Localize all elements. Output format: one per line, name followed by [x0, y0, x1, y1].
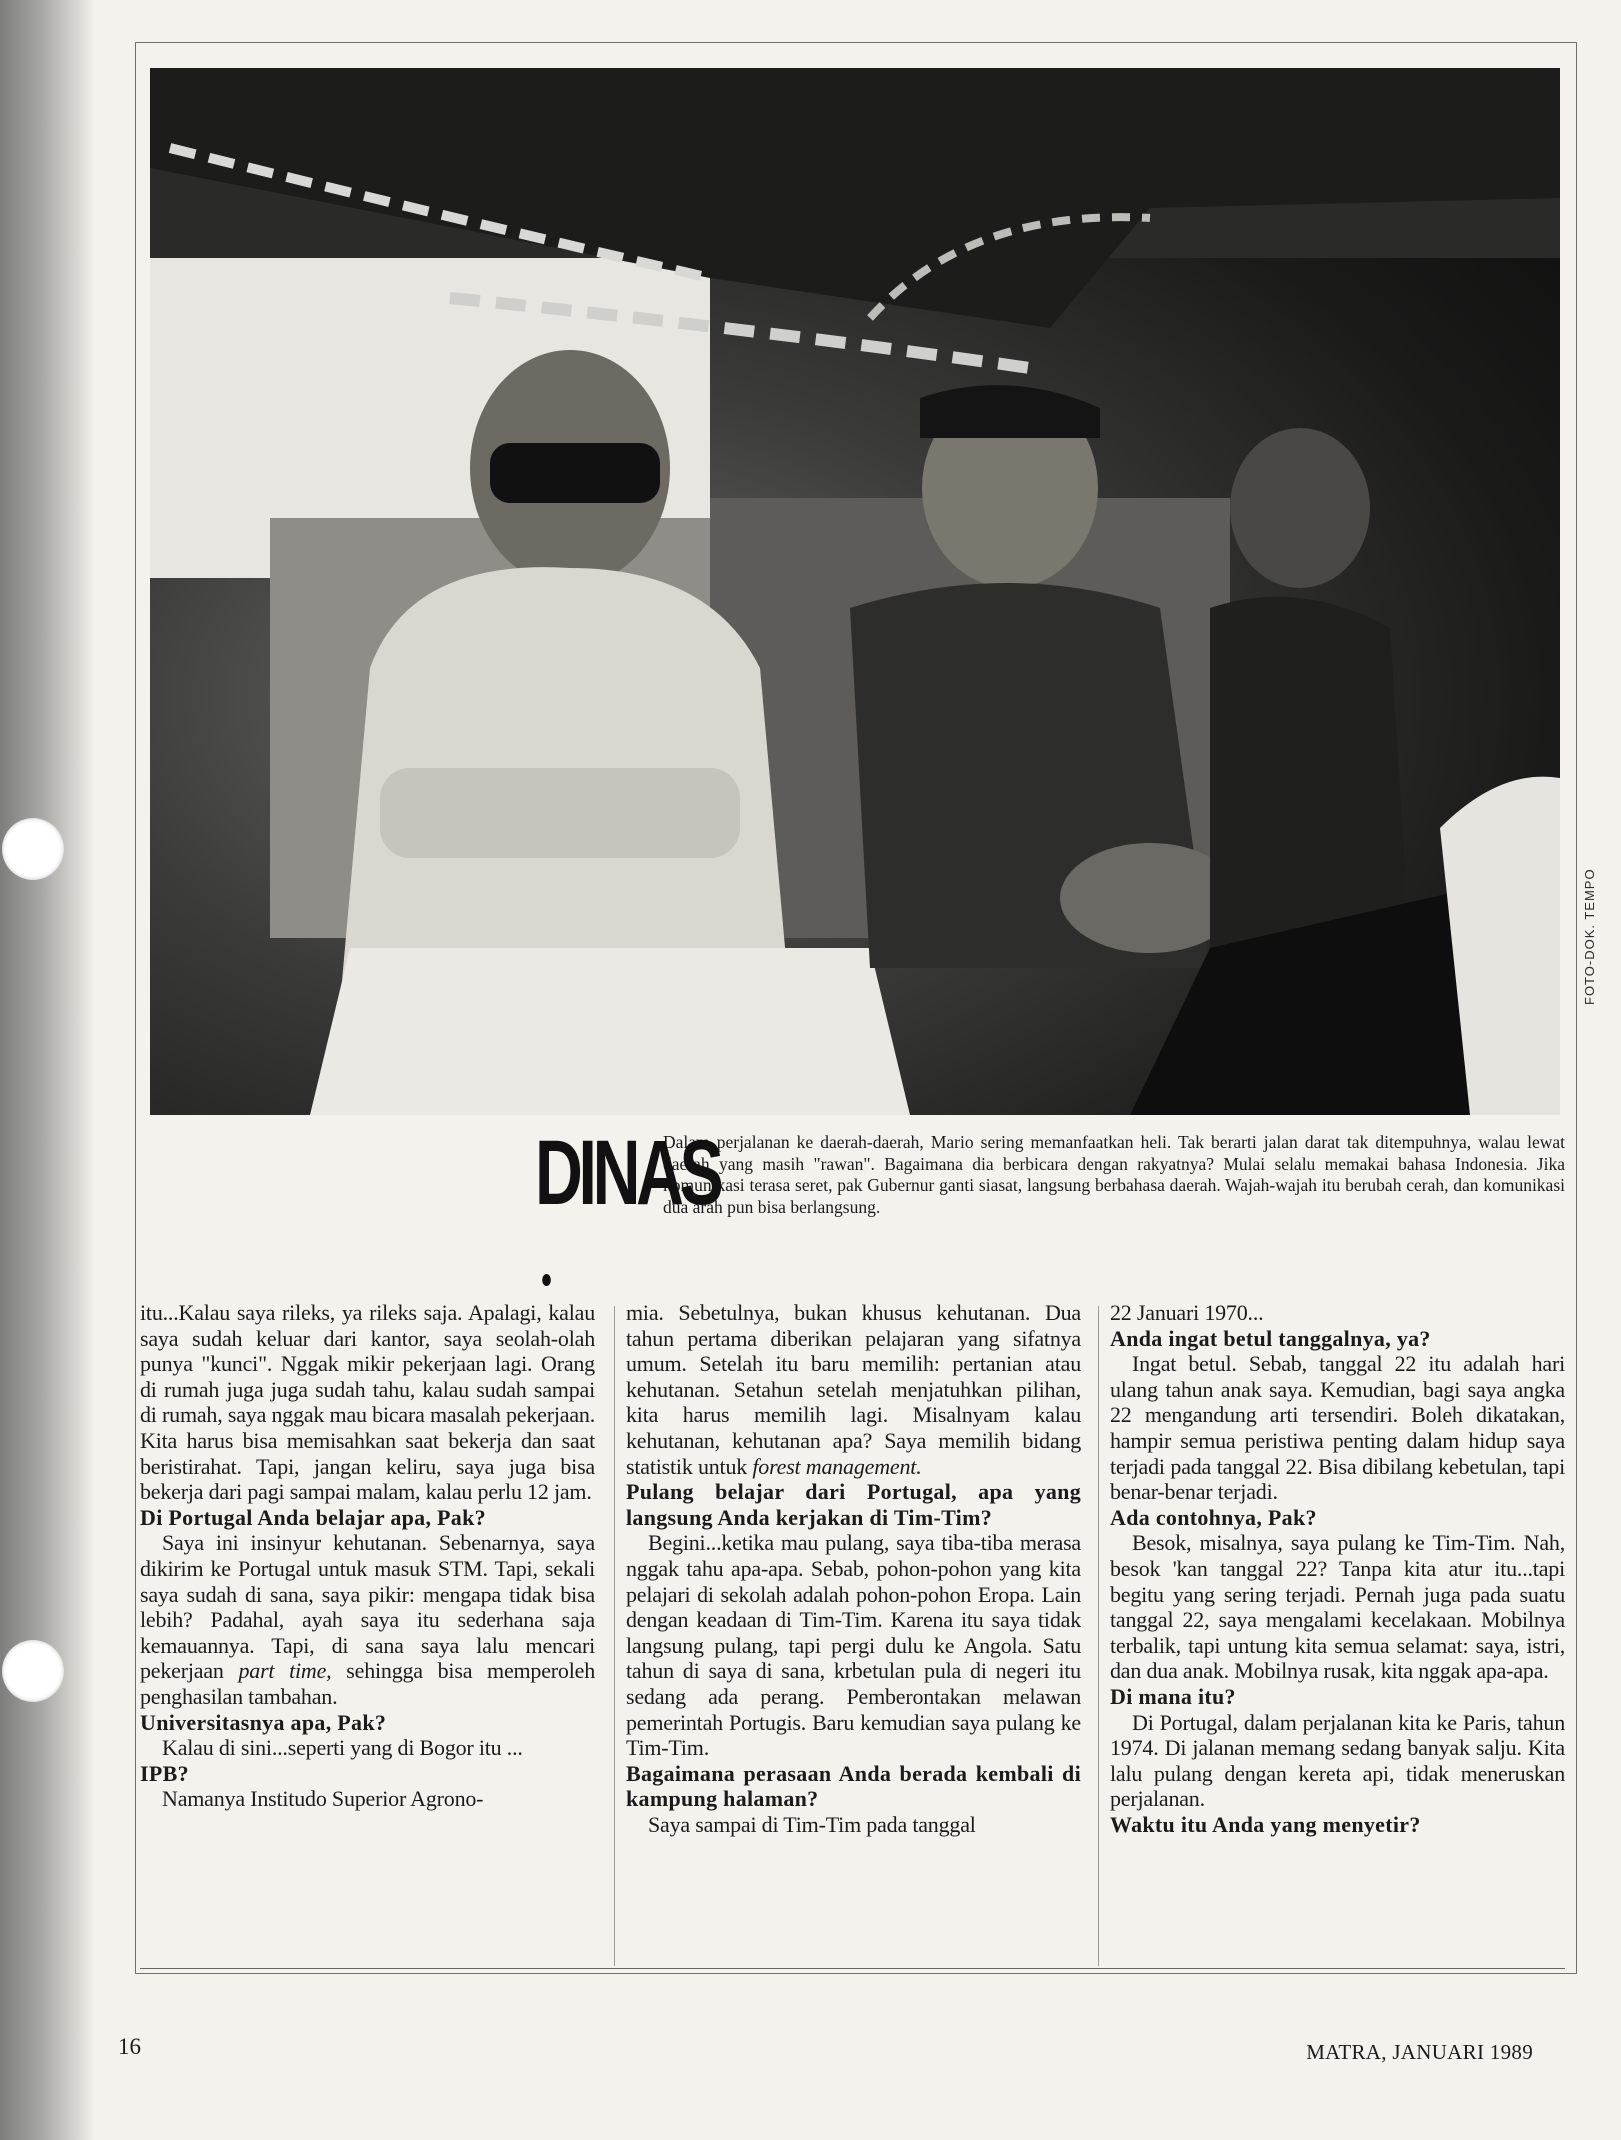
interview-question: Anda ingat betul tanggalnya, ya?: [1110, 1325, 1431, 1351]
paragraph: Saya ini insinyur kehutanan. Sebenarnya, saya dikirim ke Portugal untuk masuk STM. Tapi, sekali saya sudah di sana, saya pikir: mengapa tidak bisa lebih? Padahal, ayah saya itu sederhana saja kemauannya. Tapi, di sana saya lalu mencari pekerjaan part time, sehingga bisa memperoleh penghasilan tambahan.: [140, 1530, 595, 1709]
interview-question: Universitasnya apa, Pak?: [140, 1709, 387, 1735]
interview-question: Di Portugal Anda belajar apa, Pak?: [140, 1504, 486, 1530]
paragraph: Ingat betul. Sebab, tanggal 22 itu adalah hari ulang tahun anak saya. Kemudian, bagi saya angka 22 mengandung arti tersendiri. Boleh dikatakan, hampir semua peristiwa penting dalam hidup saya terjadi pada tanggal 22. Bisa dibilang kebetulan, tapi benar-benar terjadi.: [1110, 1351, 1565, 1505]
paragraph: Kalau di sini...seperti yang di Bogor itu ...: [162, 1735, 523, 1761]
page-number: 16: [118, 2034, 141, 2059]
paragraph: 22 Januari 1970...: [1110, 1300, 1264, 1325]
interview-question: Ada contohnya, Pak?: [1110, 1504, 1317, 1530]
article-column-2: [626, 1300, 1081, 1970]
bottom-rule: [140, 1968, 1565, 1969]
paragraph: Begini...ketika mau pulang, saya tiba-tiba merasa nggak tahu apa-apa. Sebab, pohon-pohon yang kita pelajari di sekolah adalah pohon-pohon Eropa. Lain dengan keadaan di Tim-Tim. Karena itu saya tidak langsung pulang, tapi pergi dulu ke Angola. Satu tahun di saya di sana, krbetulan pula di negeri itu sedang ada perang. Pemberontakan melawan pemerintah Portugis. Baru kemudian saya pulang ke Tim-Tim.: [626, 1530, 1081, 1761]
interview-question: Waktu itu Anda yang menyetir?: [1110, 1811, 1421, 1837]
caption-heading: DINAS: [535, 1122, 720, 1224]
photograph-helicopter-interior-icon: [150, 68, 1560, 1115]
paragraph: Besok, misalnya, saya pulang ke Tim-Tim. Nah, besok 'kan tanggal 22? Tanpa kita atur itu...tapi begitu yang sering terjadi. Pernah juga pada suatu tanggal 22, saya mengalami kecelakaan. Mobilnya terbalik, tapi untung kita semua selamat: saya, istri, dan dua anak. Mobilnya rusak, kita nggak apa-apa.: [1110, 1530, 1565, 1684]
scan-binder-strip: [0, 0, 95, 2140]
interview-question: Pulang belajar dari Portugal, apa yang langsung Anda kerjakan di Tim-Tim?: [626, 1479, 1081, 1530]
photograph: [150, 68, 1560, 1115]
paragraph: Saya sampai di Tim-Tim pada tanggal: [648, 1811, 976, 1837]
article-column-1: [140, 1300, 595, 1970]
paragraph: Namanya Institudo Superior Agrono-: [162, 1786, 484, 1812]
paragraph: itu...Kalau saya rileks, ya rileks saja. Apalagi, kalau saya sudah keluar dari kantor, saya seolah-olah punya "kunci". Nggak mikir pekerjaan lagi. Orang di rumah juga juga sudah tahu, kalau sudah sampai di rumah, saya nggak mau bicara masalah pekerjaan. Kita harus bisa memisahkan saat bekerja dan saat beristirahat. Tapi, jangan keliru, saya juga bisa bekerja dari pagi sampai malam, kalau perlu 12 jam.: [140, 1300, 595, 1505]
paragraph: Di Portugal, dalam perjalanan kita ke Paris, tahun 1974. Di jalanan memang sedang banyak salju. Kita lalu pulang dengan kereta api, tidak meneruskan perjalanan.: [1110, 1709, 1565, 1812]
article-body: [140, 1300, 1565, 1970]
binder-hole: [2, 818, 64, 880]
binder-hole: [2, 1640, 64, 1702]
interview-question: Bagaimana perasaan Anda berada kembali di kampung halaman?: [626, 1760, 1081, 1812]
interview-question: Di mana itu?: [1110, 1683, 1236, 1709]
photo-credit: FOTO-DOK. TEMPO: [1582, 868, 1597, 1005]
magazine-issue-footer: MATRA, JANUARI 1989: [1306, 2040, 1533, 2064]
paragraph: mia. Sebetulnya, bukan khusus kehutanan. Dua tahun pertama diberikan pelajaran yang sifatnya umum. Setelah itu baru memilih: pertanian atau kehutanan. Setahun setelah menjatuhkan pilihan, kita harus memilih lagi. Misalnyam kalau kehutanan, kehutanan apa? Saya memilih bidang statistik untuk forest management.: [626, 1300, 1081, 1479]
photo-caption: [535, 1122, 1565, 1262]
caption-text: Dalam perjalanan ke daerah-daerah, Mario sering memanfaatkan heli. Tak berarti jalan darat tak ditempuhnya, walau lewat daerah yang masih "rawan". Bagaimana dia berbicara dengan rakyatnya? Mulai selalu memakai bahasa Indonesia. Jika komunikasi terasa seret, pak Gubernur ganti siasat, langsung berbahasa daerah. Wajah-wajah itu berubah cerah, dan komunikasi dua arah pun bisa berlangsung.: [663, 1132, 1565, 1217]
interview-question: IPB?: [140, 1760, 189, 1786]
article-column-3: [1110, 1300, 1565, 1970]
